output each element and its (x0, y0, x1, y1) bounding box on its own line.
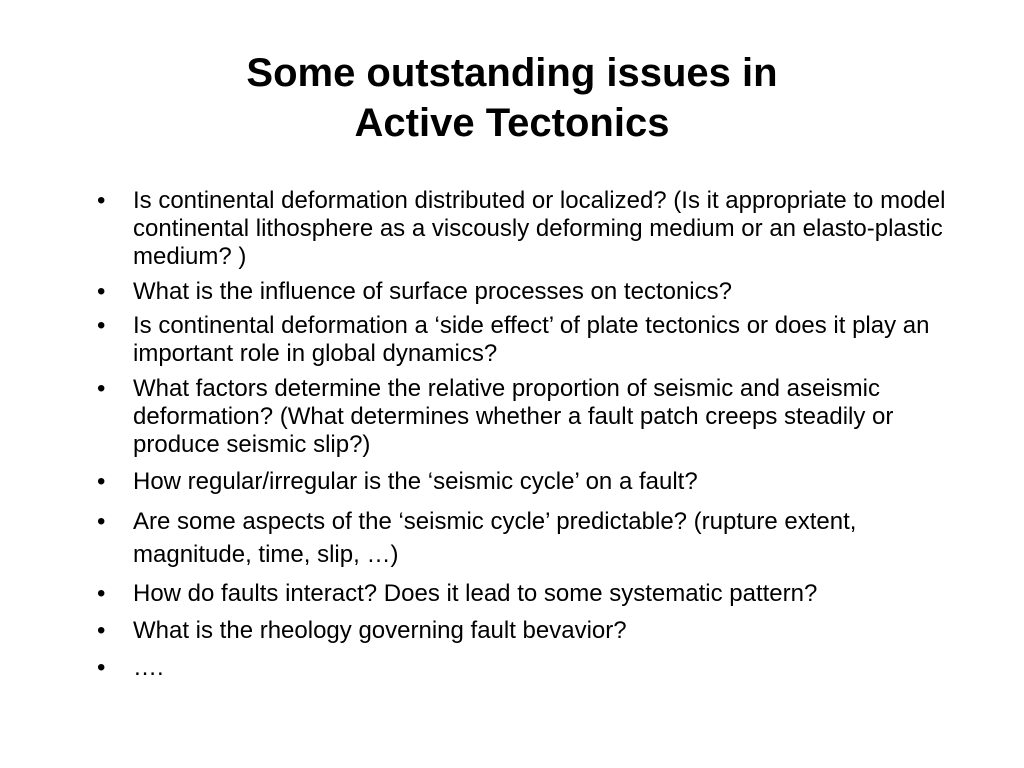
slide-title (0, 48, 1024, 148)
bullet-item (97, 312, 967, 368)
bullet-item (97, 580, 967, 608)
bullet-item (97, 505, 967, 571)
bullet-list (97, 187, 967, 682)
bullet-text: Is continental deformation a ‘side effect’ of plate tectonics or does it play an important role in global dynamics? (133, 312, 930, 367)
bullet-dot: • (97, 375, 106, 402)
bullet-text: How do faults interact? Does it lead to some systematic pattern? (133, 580, 818, 607)
bullet-text: Is continental deformation distributed or localized? (Is it appropriate to model continental lithosphere as a viscously deforming medium or an elasto-plastic medium? ) (133, 187, 946, 270)
bullet-dot: • (97, 508, 106, 535)
bullet-dot: • (97, 654, 106, 681)
bullet-text: What is the rheology governing fault bevavior? (133, 617, 627, 644)
bullet-text: What is the influence of surface processes on tectonics? (133, 278, 732, 305)
title-line-1: Some outstanding issues in (246, 51, 778, 95)
bullet-text: …. (133, 654, 164, 681)
bullet-item (97, 654, 967, 682)
bullet-text: How regular/irregular is the ‘seismic cycle’ on a fault? (133, 468, 698, 495)
bullet-item (97, 278, 967, 306)
title-line-2: Active Tectonics (354, 101, 670, 145)
bullet-dot: • (97, 278, 106, 305)
bullet-item (97, 187, 967, 271)
bullet-item (97, 617, 967, 645)
bullet-dot: • (97, 187, 106, 214)
bullet-item (97, 375, 967, 459)
bullet-text: Are some aspects of the ‘seismic cycle’ predictable? (rupture extent, magnitude, time, slip, …) (133, 508, 857, 568)
bullet-dot: • (97, 312, 106, 339)
bullet-dot: • (97, 617, 106, 644)
bullet-text: What factors determine the relative proportion of seismic and aseismic deformation? (What determines whether a fault patch creeps steadily or produce seismic slip?) (133, 375, 894, 458)
bullet-dot: • (97, 468, 106, 495)
bullet-dot: • (97, 580, 106, 607)
bullet-item (97, 468, 967, 496)
